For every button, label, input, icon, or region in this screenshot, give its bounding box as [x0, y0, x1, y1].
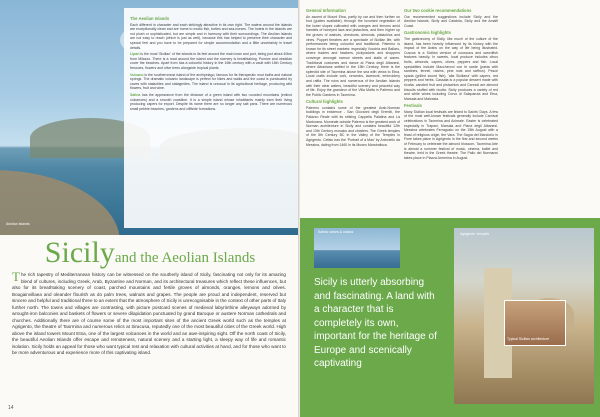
- intro-body: [12, 269, 286, 357]
- box-text: is the most 'Sicilian' of the islands in its feel around the main town and port, being just about 40km from Milazzo. There is a road around the island and the scenery is breathtaking. Pumice and obsidian cover the beaches. Apart from has a colourful history in the 16th century with a vault with 16th Century frescoes, flowers and olive trees alongside tropical plants.: [130, 52, 292, 70]
- box-paragraph: [130, 73, 292, 91]
- column-heading: Gastronomic highlights: [404, 30, 451, 36]
- column-text: The gastronomy of Sicily, like much of the culture of the island, has been heavily influenced by its history with the impact of the Arabs on the way of life being illustrated. Cuscus is a Sicilian version of couscous and swordfish features heavily. In sweets, local produce includes citrus fruits, almonds, capers, olives, peppers and fish. Local specialities include Maccheroni con le sarde (pasta with sardines, fennel, raisins, pine nuts and saffron). Pesce spada (grilled sword fish), 'alla Siciliana' with capers, red peppers and herbs. Cassata is a popular dessert made with ricotta, candied fruit and pistachios and Cannoli are almond biscuits stuffed with ricotta. Sicily produces a variety of red and white wines including Corvo di Salaparuta and Etna, Marsala and Malvasia.: [404, 36, 498, 101]
- photo-caption: Salina: caves & cactus: [318, 230, 354, 234]
- box-subheading: Vulcano: [130, 72, 144, 77]
- column-recommendations: [404, 6, 498, 162]
- box-heading: The Aeolian Islands: [130, 16, 170, 21]
- title-rest: and the Aeolian Islands: [114, 250, 256, 266]
- pull-quote: Sicily is utterly absorbing and fascinating. A land with a character that is completely its own, important for the heritage of Europe and scenically captivating: [314, 277, 437, 369]
- architecture-photo: [504, 300, 566, 346]
- column-heading: Cultural highlights: [306, 99, 343, 105]
- column-heading: Our two cookie recommendations: [404, 8, 472, 13]
- box-text: has the appearance from the distance of a green island with two rounded mountains (extinct volcanoes) and a smooth coastline. It is a simple island whose inhabitants mainly earn their living producing capers for export. Despite its name there are no longer any salt pans. There are numerous small pebble beaches, gardens and cliffside formations.: [130, 92, 292, 111]
- column-general-info: [306, 6, 400, 149]
- intro-text: he rich tapestry of Mediterranean history can be witnessed on the southerly island of Sicily, fascinating not only for its amazing blend of cultures, including Greek, Arab, Byzantine and Norman, and its architectural treasures which reflect these influences, but also for its breathtaking scenery of coast, parched mountains and fertile groves of almonds, oranges, lemons and olives. Bougainvillaea and oleander flourish as do palm trees, walnuts and grapes. The people are proud and independent, reserved but sincere and helpful and traditional three to an extent that the atmosphere of Sicily is unrecognisable in the context of other parts of Italy further north. The towns and villages are contrasting, with picture postcard scenes of medieval labyrinthine alleyways adorned by wrought-iron balconies and baskets of flowers or severe dilapidation punctuated by grand Baroque or austere Norman cathedrals and churches. Additionally there are of course some of the most important sites of the ancient Greek world such as the temples at Agrigento, the theatre of Taormina and numerous relics at Siracusa, reputedly one of the most beautiful cities of the Greek world. High above the island towers Mount Etna, one of the largest volcanoes in the world and an awe-inspiring sight. Off the north coast of Sicily, the beautiful Aeolian Islands offer escape and remoteness, natural scenery and a starting light, a sleepy way of life and romantic isolation. Sicily holds an appeal for those who want typical rest and relaxation with cultural activities at hand, and for those who want to be more adventurous and experience more of this captivating island.: [12, 272, 286, 355]
- page-title: [0, 238, 300, 268]
- box-subheading: Salina: [130, 92, 141, 97]
- salina-photo: [314, 228, 400, 268]
- right-page: [300, 0, 600, 417]
- photo-caption: Typical Sicilian architecture: [507, 337, 550, 341]
- column-text: An ascent of Mount Etna, partly by car and then further on foot (guides available), through the luxuriant vegetation of the lower slopes cultivated with oranges and lemons amid hamlets of honeyed lava and pistachios, and then higher up the groves of walnuts, chestnuts, almonds, pistachios and vines. Puppet theatres are a spectacle of Sicilian life, with performances being colourful and traditional. Palermo is known for its street markets: especially Vucciria and Ballaro, where traders and hawkers, pickpockets and shoppers converge amongst narrow streets and stalls of wares. Traditional costumes and dance at Piana degli Albanesi, where Albanians settled in the 15th Century, there is the splendid site of Taormina above the sea with views to Etna. Local crafts include cork, ceramics, lacework, embroidery and raffia. The ruins and numerous of the Aeolian Islands with their clear waters, beautiful scenery and peaceful way of life. Enjoy the grandeur of the Villa Malfa in Palermo and the Public Gardens in Taormina.: [306, 14, 400, 97]
- box-subheading: Lipari: [130, 52, 140, 57]
- box-paragraph: [130, 52, 292, 70]
- photo-caption: Aeolian Islands: [6, 222, 30, 226]
- column-heading: General Information: [306, 8, 346, 13]
- aeolian-info-box: [124, 8, 300, 228]
- photo-caption: Agrigento: temples: [460, 232, 490, 236]
- title-main: Sicily: [44, 236, 115, 269]
- box-paragraph: [130, 93, 292, 111]
- drop-cap: T: [12, 269, 20, 284]
- box-paragraph: Each different in character and each strikingly attractive in its own right. The waters around the islands are exceptionally clean and are home to exotic fish, turtles and sea-horses. The hotels in the islands are not plush or sophisticated, but are simple and in harmony with their surroundings. The Aeolian Islands are not easy to reach (which is just as well), because this has helped to preserve their character and special feel and you have to be prepared for simple accommodation and a little uncertainty in travel details.: [130, 22, 292, 50]
- box-text: is the southernmost island of the archipelago, famous for its therapeutic mud baths and natural springs. The dramatic volcanic landscape is perfect for hikes and walks and the coast is punctuated by caves with stalactites and stalagmites. The island is unusual in its agricultural heritage, producing wild flowers, fruit and wine.: [130, 72, 292, 91]
- column-text: Palermo contains some of the greatest Arab-Norman buildings in existence - San Giovanni degli Eremiti, the Palazzo Reale with its striking Cappella Palatina and La Martorana. Monreale outside Palermo is the greatest work of Norman architecture in Sicily and contains beautiful 12th and 13th Century mosaics and cloisters. The Greek temples of the 5th Century BC in the Valley of the Temples in Agrigento. Cefalu has the 'Portrait of a Man' by Antonello da Messina, dating from 1460 in its Museo Mandralisca.: [306, 105, 400, 147]
- column-text: Our recommended suggestions include Sicily and the Aeolian Islands, Sicily and Calabria, Sicily and the Amalfi Coast.: [404, 14, 498, 28]
- page-number: 14: [8, 405, 14, 411]
- column-text: Many Sicilian local festivals are linked to Saints' Days. A few of the most well-known festivals generally include Carnival celebrations in Taormina and Acireale. Easter is celebrated especially in Trapani, Marsala and Piana degli Albanesi. Messina celebrates Ferragosto on the 15th August with a feast of religious origin, the Vara. The Sagra del Mandorlo in Fiore takes place in Agrigento in the first and second weeks of February to celebrate the almond blossom. Taormina Arte is almost a summer festival of music, cinema, ballet and theatre, held in the Greek theatre. The Palio dei Normanni takes place in Piazza Armerina in August.: [404, 109, 498, 160]
- column-heading: Festivals: [404, 103, 422, 109]
